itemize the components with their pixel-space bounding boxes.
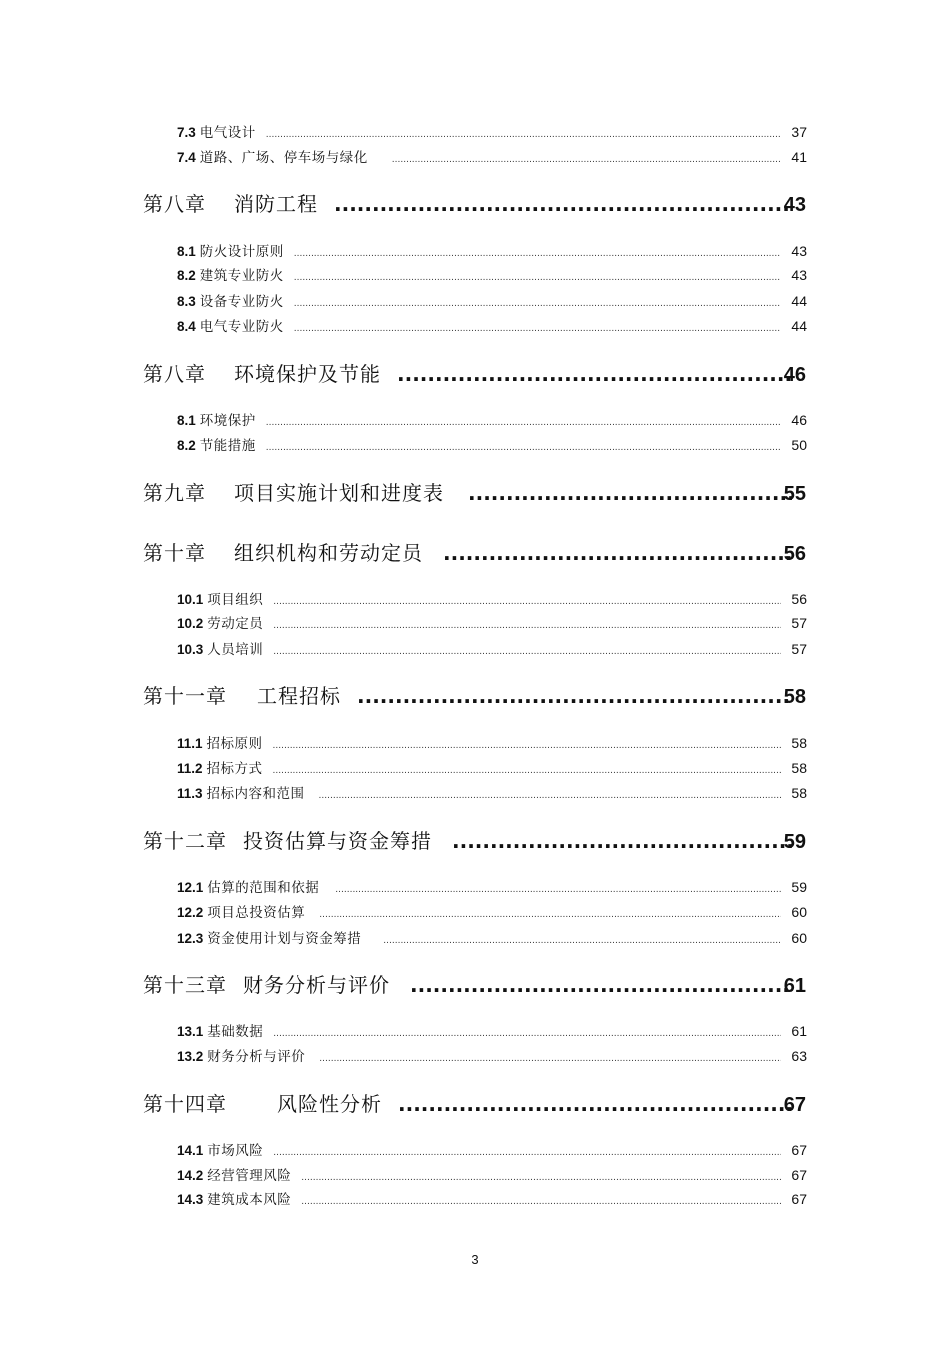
dot-leader xyxy=(443,541,792,565)
toc-section-entry[interactable] xyxy=(177,1188,807,1208)
toc-chapter-entry[interactable] xyxy=(143,825,806,854)
toc-chapter-entry[interactable] xyxy=(143,477,806,506)
dot-leader xyxy=(410,973,792,997)
page-ref: 43 xyxy=(791,267,807,283)
section-title: 建筑专业防火 xyxy=(199,268,284,284)
dot-leader xyxy=(294,273,781,283)
section-number: 14.2 xyxy=(177,1168,204,1183)
section-title: 节能措施 xyxy=(199,438,256,454)
page-ref: 37 xyxy=(791,124,807,140)
section-number: 14.1 xyxy=(177,1143,204,1158)
section-number: 11.3 xyxy=(177,786,203,801)
dot-leader xyxy=(273,1148,781,1158)
page-ref: 55 xyxy=(783,483,806,505)
dot-leader xyxy=(266,443,781,453)
toc-section-entry[interactable] xyxy=(177,121,807,141)
section-title: 环境保护 xyxy=(199,413,256,429)
toc-section-entry[interactable] xyxy=(177,876,807,896)
dot-leader xyxy=(266,130,781,140)
dot-leader xyxy=(273,647,781,657)
toc-chapter-entry[interactable] xyxy=(143,969,806,998)
dot-leader xyxy=(335,885,781,895)
toc-section-entry[interactable] xyxy=(177,1045,807,1065)
toc-section-entry[interactable] xyxy=(177,901,807,921)
toc-section-entry[interactable] xyxy=(177,732,807,752)
section-number: 10.1 xyxy=(177,592,204,607)
dot-leader xyxy=(319,791,781,801)
page-ref: 57 xyxy=(791,615,807,631)
toc-chapter-entry[interactable] xyxy=(143,680,806,709)
dot-leader xyxy=(301,1197,781,1207)
section-number: 10.3 xyxy=(177,642,204,657)
page-ref: 43 xyxy=(783,194,806,216)
page-ref: 58 xyxy=(791,785,807,801)
toc-chapter-entry[interactable] xyxy=(143,188,806,217)
chapter-title: 组织机构和劳动定员 xyxy=(234,541,423,565)
chapter-number: 第八章 xyxy=(143,362,206,386)
chapter-title: 消防工程 xyxy=(234,192,318,216)
section-title: 道路、广场、停车场与绿化 xyxy=(199,150,368,166)
section-number: 13.2 xyxy=(177,1049,204,1064)
toc-section-entry[interactable] xyxy=(177,1020,807,1040)
toc-chapter-entry[interactable] xyxy=(143,537,806,566)
section-number: 12.3 xyxy=(177,931,204,946)
section-number: 11.2 xyxy=(177,761,203,776)
section-title: 项目组织 xyxy=(207,592,264,608)
section-number: 12.1 xyxy=(177,880,204,895)
section-number: 8.1 xyxy=(177,244,196,259)
dot-leader xyxy=(334,192,792,216)
page-ref: 63 xyxy=(791,1048,807,1064)
dot-leader xyxy=(273,621,781,631)
page-ref: 56 xyxy=(783,543,806,565)
section-title: 招标内容和范围 xyxy=(206,786,305,802)
chapter-title: 财务分析与评价 xyxy=(243,973,390,997)
section-title: 劳动定员 xyxy=(207,616,264,632)
page-ref: 61 xyxy=(791,1023,807,1039)
toc-section-entry[interactable] xyxy=(177,588,807,608)
page-ref: 44 xyxy=(791,293,807,309)
page-number: 3 xyxy=(471,1252,479,1267)
toc-section-entry[interactable] xyxy=(177,1164,807,1184)
toc-section-entry[interactable] xyxy=(177,315,807,335)
chapter-number: 第十章 xyxy=(143,541,206,565)
toc-section-entry[interactable] xyxy=(177,290,807,310)
dot-leader xyxy=(319,910,781,920)
dot-leader xyxy=(273,766,781,776)
section-number: 12.2 xyxy=(177,905,204,920)
chapter-number: 第十三章 xyxy=(143,973,227,997)
page-ref: 46 xyxy=(791,412,807,428)
dot-leader xyxy=(294,324,781,334)
dot-leader xyxy=(273,597,781,607)
section-title: 市场风险 xyxy=(207,1143,264,1159)
page-ref: 59 xyxy=(783,831,806,853)
page-ref: 61 xyxy=(783,975,806,997)
dot-leader xyxy=(273,741,781,751)
toc-section-entry[interactable] xyxy=(177,638,807,658)
section-title: 电气专业防火 xyxy=(199,319,284,335)
chapter-number: 第十一章 xyxy=(143,684,227,708)
section-number: 7.4 xyxy=(177,150,196,165)
toc-section-entry[interactable] xyxy=(177,782,807,802)
dot-leader xyxy=(357,684,792,708)
page-ref: 44 xyxy=(791,318,807,334)
page-ref: 50 xyxy=(791,437,807,453)
toc-chapter-entry[interactable] xyxy=(143,1088,806,1117)
chapter-title: 风险性分析 xyxy=(277,1092,382,1116)
chapter-number: 第九章 xyxy=(143,481,206,505)
section-title: 防火设计原则 xyxy=(199,244,284,260)
chapter-title: 投资估算与资金筹措 xyxy=(243,829,432,853)
toc-section-entry[interactable] xyxy=(177,434,807,454)
section-title: 资金使用计划与资金筹措 xyxy=(207,931,362,947)
section-number: 11.1 xyxy=(177,736,203,751)
dot-leader xyxy=(398,1092,792,1116)
section-title: 招标原则 xyxy=(206,736,263,752)
toc-section-entry[interactable] xyxy=(177,612,807,632)
page-ref: 43 xyxy=(791,243,807,259)
page-ref: 57 xyxy=(791,641,807,657)
page-ref: 60 xyxy=(791,930,807,946)
dot-leader xyxy=(383,936,781,946)
toc-section-entry[interactable] xyxy=(177,240,807,260)
page-ref: 67 xyxy=(791,1191,807,1207)
page-ref: 41 xyxy=(791,149,807,165)
toc-section-entry[interactable] xyxy=(177,927,807,947)
chapter-number: 第十二章 xyxy=(143,829,227,853)
dot-leader xyxy=(392,155,781,165)
toc-section-entry[interactable] xyxy=(177,264,807,284)
dot-leader xyxy=(294,299,781,309)
page-ref: 56 xyxy=(791,591,807,607)
toc-section-entry[interactable] xyxy=(177,146,807,166)
page-ref: 58 xyxy=(791,760,807,776)
dot-leader xyxy=(294,249,781,259)
section-title: 设备专业防火 xyxy=(199,294,284,310)
page-ref: 67 xyxy=(791,1142,807,1158)
section-number: 14.3 xyxy=(177,1192,204,1207)
chapter-title: 环境保护及节能 xyxy=(234,362,381,386)
section-number: 7.3 xyxy=(177,125,196,140)
dot-leader xyxy=(273,1029,781,1039)
page-ref: 60 xyxy=(791,904,807,920)
section-number: 8.1 xyxy=(177,413,196,428)
section-title: 人员培训 xyxy=(207,642,264,658)
chapter-number: 第八章 xyxy=(143,192,206,216)
page-ref: 46 xyxy=(783,364,806,386)
page-ref: 67 xyxy=(783,1094,806,1116)
section-number: 10.2 xyxy=(177,616,204,631)
section-title: 建筑成本风险 xyxy=(207,1192,292,1208)
section-title: 基础数据 xyxy=(207,1024,264,1040)
section-title: 电气设计 xyxy=(199,125,256,141)
section-number: 8.4 xyxy=(177,319,196,334)
section-number: 8.2 xyxy=(177,268,196,283)
toc-section-entry[interactable] xyxy=(177,1139,807,1159)
section-title: 财务分析与评价 xyxy=(207,1049,306,1065)
page-ref: 67 xyxy=(791,1167,807,1183)
chapter-number: 第十四章 xyxy=(143,1092,227,1116)
section-title: 经营管理风险 xyxy=(207,1168,292,1184)
section-number: 13.1 xyxy=(177,1024,204,1039)
page-ref: 58 xyxy=(791,735,807,751)
section-title: 项目总投资估算 xyxy=(207,905,306,921)
dot-leader xyxy=(452,829,792,853)
toc-section-entry[interactable] xyxy=(177,757,807,777)
section-title: 招标方式 xyxy=(206,761,263,777)
chapter-title: 项目实施计划和进度表 xyxy=(234,481,444,505)
chapter-title: 工程招标 xyxy=(257,684,341,708)
section-number: 8.3 xyxy=(177,294,196,309)
dot-leader xyxy=(266,418,781,428)
page-ref: 58 xyxy=(783,686,806,708)
section-number: 8.2 xyxy=(177,438,196,453)
dot-leader xyxy=(468,481,792,505)
dot-leader xyxy=(319,1054,781,1064)
section-title: 估算的范围和依据 xyxy=(207,880,320,896)
dot-leader xyxy=(301,1173,781,1183)
toc-chapter-entry[interactable] xyxy=(143,358,806,387)
toc-section-entry[interactable] xyxy=(177,409,807,429)
page-ref: 59 xyxy=(791,879,807,895)
dot-leader xyxy=(397,362,792,386)
